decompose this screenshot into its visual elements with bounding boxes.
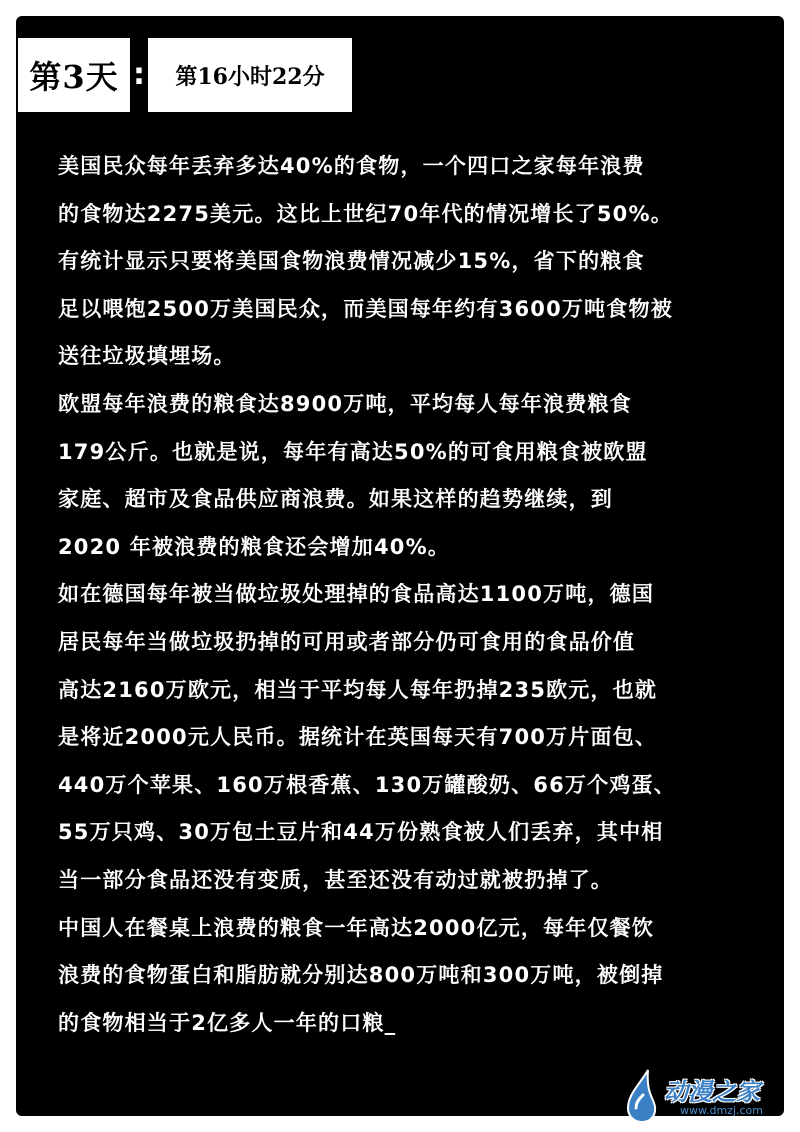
time-label: 第16小时22分 — [175, 63, 325, 90]
body-line: 家庭、超市及食品供应商浪费。如果这样的趋势继续，到 — [58, 487, 613, 512]
body-line: 足以喂饱2500万美国民众，而美国每年约有3600万吨食物被 — [58, 296, 673, 321]
body-line: 的食物达2275美元。这比上世纪70年代的情况增长了50%。 — [58, 201, 673, 226]
body-line: 美国民众每年丢弃多达40%的食物，一个四口之家每年浪费 — [58, 154, 645, 178]
body-line: 欧盟每年浪费的粮食达8900万吨，平均每人每年浪费粮食 — [58, 391, 632, 416]
water-drop-logo-icon — [622, 1068, 662, 1124]
site-watermark — [618, 1066, 786, 1126]
title-separator: : — [133, 56, 145, 92]
watermark-url: www.dmzj.com — [680, 1104, 763, 1117]
body-line: 2020 年被浪费的粮食还会增加40%。 — [58, 534, 451, 559]
day-label-box — [18, 38, 130, 112]
day-label: 第3天 — [29, 58, 119, 96]
body-line: 55万只鸡、30万包土豆片和44万份熟食被人们丢弃，其中相 — [58, 820, 664, 845]
body-line: 440万个苹果、160万根香蕉、130万罐酸奶、66万个鸡蛋、 — [58, 772, 676, 797]
body-line: 的食物相当于2亿多人一年的口粮_ — [58, 1010, 397, 1035]
body-line: 179公斤。也就是说，每年有高达50%的可食用粮食被欧盟 — [58, 439, 648, 464]
body-line: 有统计显示只要将美国食物浪费情况减少15%，省下的粮食 — [58, 249, 645, 274]
body-line: 送往垃圾填埋场。 — [58, 344, 236, 369]
body-line: 浪费的食物蛋白和脂肪就分别达800万吨和300万吨，被倒掉 — [58, 963, 664, 988]
body-line: 如在德国每年被当做垃圾处理掉的食品高达1100万吨，德国 — [58, 582, 655, 607]
body-line: 中国人在餐桌上浪费的粮食一年高达2000亿元，每年仅餐饮 — [58, 915, 655, 940]
body-line: 当一部分食品还没有变质，甚至还没有动过就被扔掉了。 — [58, 867, 613, 892]
time-label-box — [148, 38, 352, 112]
body-line: 居民每年当做垃圾扔掉的可用或者部分仍可食用的食品价值 — [58, 629, 636, 654]
watermark-brand: 动漫之家 — [664, 1078, 760, 1106]
article-body — [58, 143, 758, 1047]
body-line: 高达2160万欧元，相当于平均每人每年扔掉235欧元，也就 — [58, 677, 658, 702]
body-line: 是将近2000元人民币。据统计在英国每天有700万片面包、 — [58, 725, 658, 750]
